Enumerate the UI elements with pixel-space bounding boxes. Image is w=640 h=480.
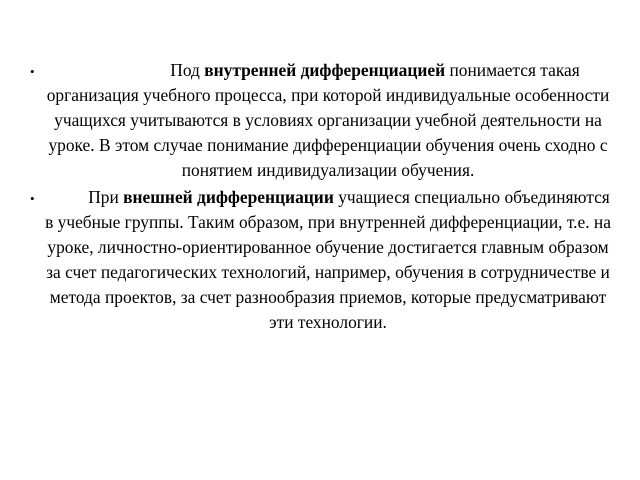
bullet-text: [44, 185, 612, 335]
bullet-text: [44, 58, 612, 183]
bullet-rest: учащиеся специально объединяются в учебные группы. Таким образом, при внутренней дифференциации, т.е. на уроке, личностно-ориентированное обучение достигается главным образом за счет педагогических технологий, например, обучения в сотрудничестве и метода проектов, за счет разнообразия приемов, которые предусматривают эти технологии.: [45, 187, 611, 332]
bold-term: внутренней дифференциацией: [204, 60, 446, 80]
bullet-dot-icon: •: [30, 191, 35, 206]
bullet-rest: понимается такая организация учебного процесса, при которой индивидуальные особенности учащихся учитываются в условиях организации учебной деятельности на уроке. В этом случае понимание дифференциации обучения очень сходно с понятием индивидуализации обучения.: [46, 60, 610, 180]
bullet-item-external-differentiation: [30, 185, 612, 335]
bullet-dot-icon: •: [30, 64, 35, 79]
bullet-list: [30, 58, 612, 335]
bold-term: внешней дифференциации: [123, 187, 334, 207]
bullet-lead: Под: [170, 60, 205, 80]
bullet-item-internal-differentiation: [30, 58, 612, 183]
bullet-lead: При: [88, 187, 124, 207]
